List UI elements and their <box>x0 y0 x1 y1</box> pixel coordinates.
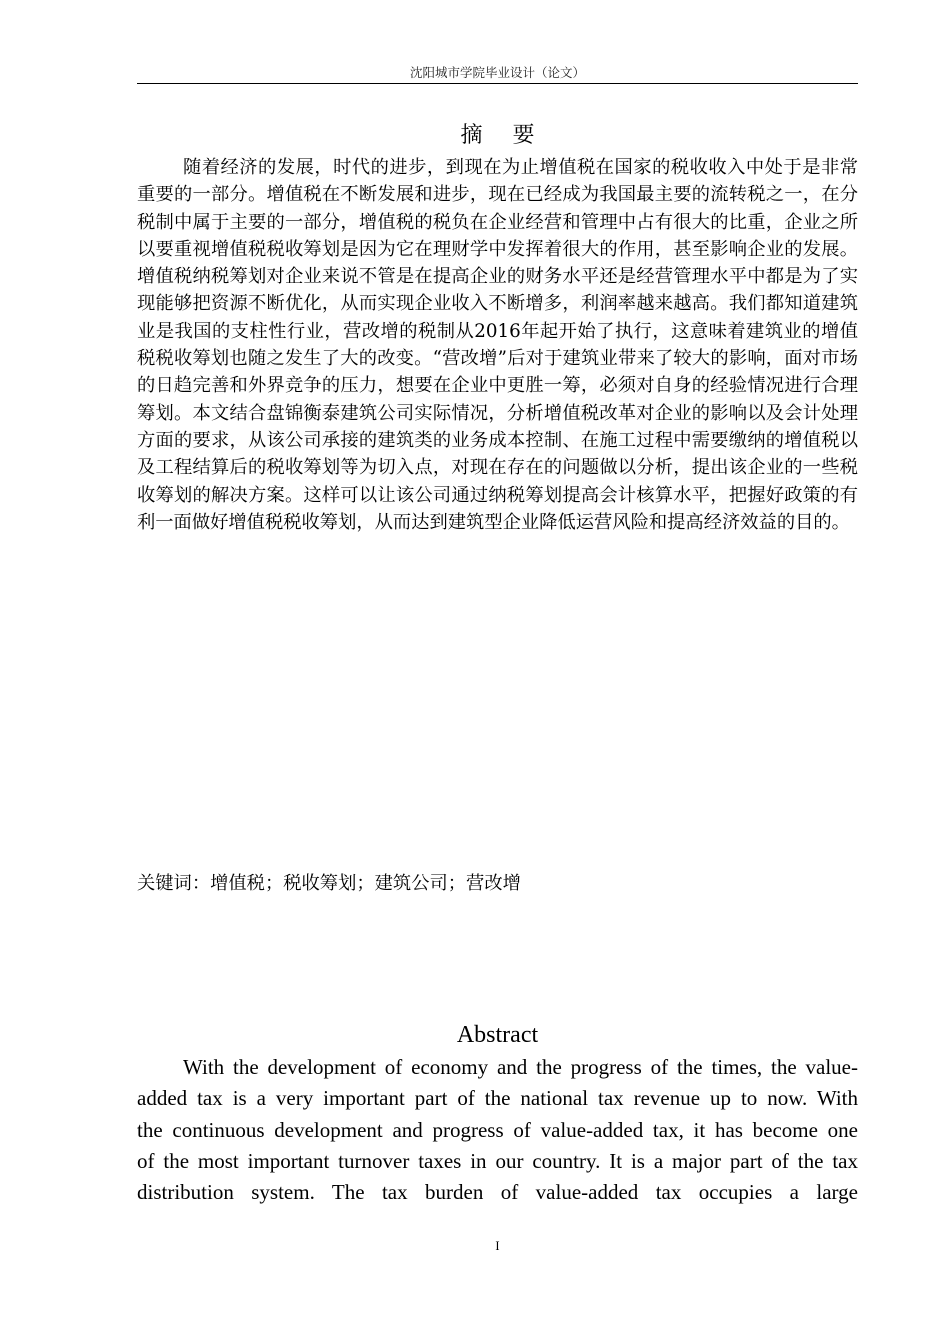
page-number: I <box>495 1239 500 1253</box>
english-abstract-line: the continuous development and progress of value-added tax, it has become one <box>137 1117 858 1142</box>
keywords-label: 关键词： <box>137 873 211 894</box>
english-abstract-body <box>137 1052 858 1208</box>
english-abstract-line: added tax is a very important part of the national tax revenue up to now. With <box>137 1086 858 1111</box>
keywords-value: 增值税；税收筹划；建筑公司；营改增 <box>210 873 521 894</box>
chinese-abstract-body: 随着经济的发展，时代的进步，到现在为止增值税在国家的税收收入中处于是非常重要的一部分。增值税在不断发展和进步，现在已经成为我国最主要的流转税之一，在分税制中属于主要的一部分，增值税的税负在企业经营和管理中占有很大的比重，企业之所以要重视增值税税收筹划是因为它在理财学中发挥着很大的作用，甚至影响企业的发展。增值税纳税筹划对企业来说不管是在提高企业的财务水平还是经营管理水平中都是为了实现能够把资源不断优化，从而实现企业收入不断增多，利润率越来越高。我们都知道建筑业是我国的支柱性行业，营改增的税制从2016年起开始了执行，这意味着建筑业的增值税税收筹划也随之发生了大的改变。“营改增”后对于建筑业带来了较大的影响，面对市场的日趋完善和外界竞争的压力，想要在企业中更胜一筹，必须对自身的经验情况进行合理筹划。本文结合盘锦衡泰建筑公司实际情况，分析增值税改革对企业的影响以及会计处理方面的要求，从该公司承接的建筑类的业务成本控制、在施工过程中需要缴纳的增值税以及工程结算后的税收筹划等为切入点，对现在存在的问题做以分析，提出该企业的一些税收筹划的解决方案。这样可以让该公司通过纳税筹划提高会计核算水平，把握好政策的有利一面做好增值税税收筹划，从而达到建筑型企业降低运营风险和提高经济效益的目的。 <box>137 157 858 533</box>
keywords-line <box>137 870 858 898</box>
page-header: 沈阳城市学院毕业设计（论文） <box>409 65 585 80</box>
header-divider <box>137 83 858 84</box>
english-abstract-line: With the development of economy and the progress of the times, the value- <box>183 1055 858 1079</box>
english-abstract-title: Abstract <box>456 1022 539 1048</box>
english-abstract-line: distribution system. The tax burden of value-added tax occupies a large <box>137 1180 858 1205</box>
chinese-abstract-title: 摘要 <box>460 123 565 148</box>
english-abstract-line: of the most important turnover taxes in our country. It is a major part of the tax <box>137 1148 858 1173</box>
